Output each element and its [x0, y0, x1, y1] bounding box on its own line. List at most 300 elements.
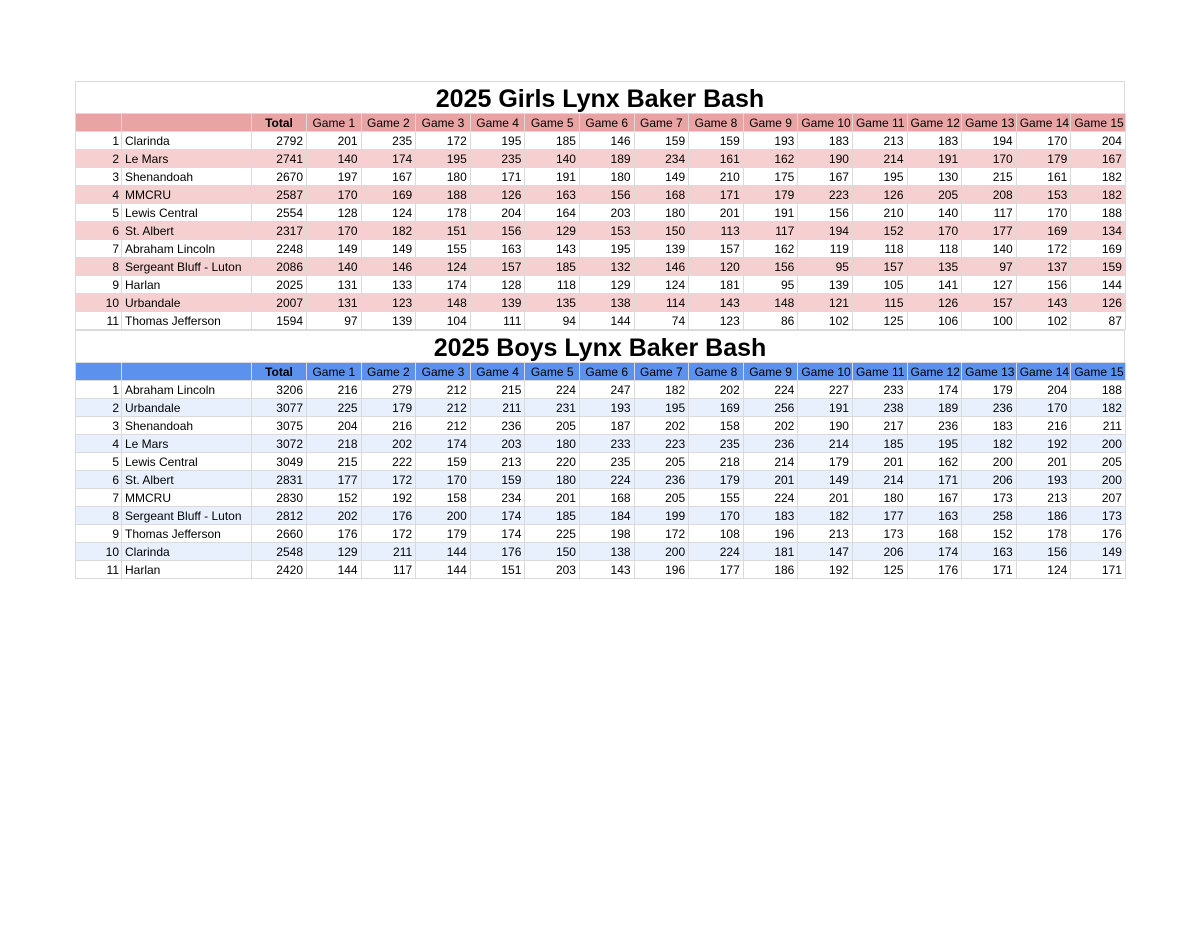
game-score-cell: 129 — [579, 276, 634, 294]
game-score-cell: 201 — [852, 453, 907, 471]
game-score-cell: 170 — [689, 507, 744, 525]
team-name-cell: Sergeant Bluff - Luton — [122, 258, 252, 276]
game-score-cell: 185 — [852, 435, 907, 453]
game-score-cell: 200 — [634, 543, 689, 561]
column-header: Game 5 — [525, 363, 580, 381]
game-score-cell: 137 — [1016, 258, 1071, 276]
column-header — [76, 363, 122, 381]
column-header: Game 6 — [579, 363, 634, 381]
column-header: Game 14 — [1016, 114, 1071, 132]
game-score-cell: 171 — [470, 168, 525, 186]
team-name-cell: Urbandale — [122, 399, 252, 417]
game-score-cell: 143 — [689, 294, 744, 312]
game-score-cell: 115 — [852, 294, 907, 312]
game-score-cell: 179 — [361, 399, 416, 417]
column-header: Game 2 — [361, 363, 416, 381]
game-score-cell: 163 — [470, 240, 525, 258]
game-score-cell: 224 — [579, 471, 634, 489]
game-score-cell: 171 — [962, 561, 1017, 579]
game-score-cell: 155 — [416, 240, 471, 258]
game-score-cell: 177 — [689, 561, 744, 579]
game-score-cell: 126 — [470, 186, 525, 204]
game-score-cell: 188 — [1071, 204, 1126, 222]
game-score-cell: 188 — [416, 186, 471, 204]
table-row — [76, 471, 1126, 489]
team-name-cell: Thomas Jefferson — [122, 312, 252, 330]
game-score-cell: 164 — [525, 204, 580, 222]
game-score-cell: 218 — [689, 453, 744, 471]
game-score-cell: 128 — [470, 276, 525, 294]
game-score-cell: 153 — [1016, 186, 1071, 204]
game-score-cell: 180 — [579, 168, 634, 186]
game-score-cell: 212 — [416, 417, 471, 435]
game-score-cell: 235 — [361, 132, 416, 150]
game-score-cell: 123 — [689, 312, 744, 330]
rank-cell: 6 — [76, 222, 122, 240]
game-score-cell: 163 — [907, 507, 962, 525]
game-score-cell: 213 — [1016, 489, 1071, 507]
rank-cell: 1 — [76, 381, 122, 399]
game-score-cell: 189 — [579, 150, 634, 168]
game-score-cell: 223 — [798, 186, 853, 204]
game-score-cell: 235 — [470, 150, 525, 168]
game-score-cell: 200 — [1071, 435, 1126, 453]
game-score-cell: 129 — [525, 222, 580, 240]
game-score-cell: 106 — [907, 312, 962, 330]
game-score-cell: 179 — [743, 186, 798, 204]
team-name-cell: St. Albert — [122, 471, 252, 489]
game-score-cell: 224 — [525, 381, 580, 399]
game-score-cell: 190 — [798, 150, 853, 168]
game-score-cell: 211 — [361, 543, 416, 561]
game-score-cell: 159 — [1071, 258, 1126, 276]
game-score-cell: 204 — [1071, 132, 1126, 150]
game-score-cell: 183 — [907, 132, 962, 150]
game-score-cell: 176 — [1071, 525, 1126, 543]
game-score-cell: 195 — [579, 240, 634, 258]
total-cell: 2025 — [252, 276, 307, 294]
game-score-cell: 179 — [1016, 150, 1071, 168]
game-score-cell: 146 — [579, 132, 634, 150]
game-score-cell: 223 — [634, 435, 689, 453]
game-score-cell: 187 — [579, 417, 634, 435]
game-score-cell: 117 — [361, 561, 416, 579]
column-header: Game 9 — [743, 363, 798, 381]
game-score-cell: 133 — [361, 276, 416, 294]
total-cell: 1594 — [252, 312, 307, 330]
game-score-cell: 233 — [579, 435, 634, 453]
game-score-cell: 140 — [962, 240, 1017, 258]
team-name-cell: St. Albert — [122, 222, 252, 240]
game-score-cell: 171 — [907, 471, 962, 489]
rank-cell: 4 — [76, 186, 122, 204]
column-header: Game 13 — [962, 114, 1017, 132]
game-score-cell: 167 — [361, 168, 416, 186]
table-row — [76, 168, 1126, 186]
game-score-cell: 86 — [743, 312, 798, 330]
game-score-cell: 186 — [743, 561, 798, 579]
boys-standings-table — [75, 362, 1126, 579]
rank-cell: 11 — [76, 561, 122, 579]
rank-cell: 10 — [76, 543, 122, 561]
game-score-cell: 188 — [1071, 381, 1126, 399]
game-score-cell: 197 — [307, 168, 362, 186]
rank-cell: 6 — [76, 471, 122, 489]
game-score-cell: 118 — [525, 276, 580, 294]
game-score-cell: 180 — [852, 489, 907, 507]
game-score-cell: 234 — [470, 489, 525, 507]
column-header: Game 12 — [907, 114, 962, 132]
game-score-cell: 213 — [798, 525, 853, 543]
game-score-cell: 214 — [852, 471, 907, 489]
game-score-cell: 94 — [525, 312, 580, 330]
game-score-cell: 97 — [307, 312, 362, 330]
game-score-cell: 149 — [1071, 543, 1126, 561]
table-row — [76, 417, 1126, 435]
game-score-cell: 176 — [361, 507, 416, 525]
game-score-cell: 140 — [307, 258, 362, 276]
game-score-cell: 201 — [525, 489, 580, 507]
game-score-cell: 201 — [307, 132, 362, 150]
game-score-cell: 170 — [1016, 132, 1071, 150]
total-cell: 2830 — [252, 489, 307, 507]
game-score-cell: 182 — [1071, 186, 1126, 204]
game-score-cell: 202 — [307, 507, 362, 525]
team-name-cell: Abraham Lincoln — [122, 381, 252, 399]
game-score-cell: 179 — [962, 381, 1017, 399]
game-score-cell: 170 — [1016, 204, 1071, 222]
game-score-cell: 238 — [852, 399, 907, 417]
game-score-cell: 159 — [689, 132, 744, 150]
column-header: Game 7 — [634, 114, 689, 132]
game-score-cell: 131 — [307, 294, 362, 312]
total-cell: 2587 — [252, 186, 307, 204]
table-row — [76, 240, 1126, 258]
game-score-cell: 114 — [634, 294, 689, 312]
game-score-cell: 143 — [525, 240, 580, 258]
total-cell: 2831 — [252, 471, 307, 489]
total-cell: 2317 — [252, 222, 307, 240]
game-score-cell: 182 — [962, 435, 1017, 453]
game-score-cell: 201 — [689, 204, 744, 222]
game-score-cell: 174 — [907, 381, 962, 399]
game-score-cell: 218 — [307, 435, 362, 453]
game-score-cell: 199 — [634, 507, 689, 525]
team-name-cell: Lewis Central — [122, 453, 252, 471]
game-score-cell: 173 — [962, 489, 1017, 507]
rank-cell: 8 — [76, 258, 122, 276]
game-score-cell: 202 — [361, 435, 416, 453]
game-score-cell: 224 — [743, 489, 798, 507]
game-score-cell: 204 — [470, 204, 525, 222]
game-score-cell: 203 — [470, 435, 525, 453]
game-score-cell: 200 — [1071, 471, 1126, 489]
game-score-cell: 205 — [525, 417, 580, 435]
game-score-cell: 195 — [634, 399, 689, 417]
game-score-cell: 102 — [1016, 312, 1071, 330]
game-score-cell: 193 — [743, 132, 798, 150]
game-score-cell: 217 — [852, 417, 907, 435]
game-score-cell: 176 — [307, 525, 362, 543]
game-score-cell: 208 — [962, 186, 1017, 204]
game-score-cell: 144 — [416, 561, 471, 579]
table-row — [76, 453, 1126, 471]
team-name-cell: MMCRU — [122, 186, 252, 204]
game-score-cell: 178 — [1016, 525, 1071, 543]
game-score-cell: 177 — [307, 471, 362, 489]
game-score-cell: 216 — [361, 417, 416, 435]
column-header: Game 9 — [743, 114, 798, 132]
game-score-cell: 100 — [962, 312, 1017, 330]
game-score-cell: 182 — [361, 222, 416, 240]
game-score-cell: 211 — [470, 399, 525, 417]
game-score-cell: 118 — [907, 240, 962, 258]
game-score-cell: 74 — [634, 312, 689, 330]
game-score-cell: 224 — [743, 381, 798, 399]
team-name-cell: Harlan — [122, 561, 252, 579]
column-header: Game 1 — [307, 114, 362, 132]
game-score-cell: 172 — [416, 132, 471, 150]
table-row — [76, 312, 1126, 330]
game-score-cell: 210 — [689, 168, 744, 186]
game-score-cell: 172 — [634, 525, 689, 543]
rank-cell: 4 — [76, 435, 122, 453]
total-cell: 2248 — [252, 240, 307, 258]
game-score-cell: 185 — [525, 507, 580, 525]
game-score-cell: 175 — [743, 168, 798, 186]
game-score-cell: 236 — [907, 417, 962, 435]
game-score-cell: 174 — [907, 543, 962, 561]
game-score-cell: 156 — [1016, 543, 1071, 561]
game-score-cell: 236 — [962, 399, 1017, 417]
team-name-cell: Shenandoah — [122, 417, 252, 435]
team-name-cell: Le Mars — [122, 435, 252, 453]
game-score-cell: 170 — [307, 186, 362, 204]
game-score-cell: 214 — [798, 435, 853, 453]
column-header: Game 15 — [1071, 363, 1126, 381]
game-score-cell: 200 — [962, 453, 1017, 471]
game-score-cell: 186 — [1016, 507, 1071, 525]
game-score-cell: 196 — [743, 525, 798, 543]
game-score-cell: 191 — [525, 168, 580, 186]
total-cell: 3206 — [252, 381, 307, 399]
game-score-cell: 180 — [634, 204, 689, 222]
game-score-cell: 157 — [852, 258, 907, 276]
game-score-cell: 170 — [416, 471, 471, 489]
table-row — [76, 525, 1126, 543]
game-score-cell: 279 — [361, 381, 416, 399]
game-score-cell: 149 — [307, 240, 362, 258]
game-score-cell: 190 — [798, 417, 853, 435]
game-score-cell: 111 — [470, 312, 525, 330]
game-score-cell: 132 — [579, 258, 634, 276]
game-score-cell: 134 — [1071, 222, 1126, 240]
game-score-cell: 161 — [1016, 168, 1071, 186]
rank-cell: 5 — [76, 453, 122, 471]
game-score-cell: 143 — [579, 561, 634, 579]
game-score-cell: 220 — [525, 453, 580, 471]
column-header — [122, 363, 252, 381]
game-score-cell: 205 — [907, 186, 962, 204]
game-score-cell: 174 — [416, 276, 471, 294]
game-score-cell: 163 — [962, 543, 1017, 561]
rank-cell: 11 — [76, 312, 122, 330]
game-score-cell: 143 — [1016, 294, 1071, 312]
game-score-cell: 105 — [852, 276, 907, 294]
game-score-cell: 156 — [743, 258, 798, 276]
total-cell: 2660 — [252, 525, 307, 543]
game-score-cell: 169 — [1071, 240, 1126, 258]
game-score-cell: 182 — [1071, 399, 1126, 417]
column-header: Game 10 — [798, 114, 853, 132]
game-score-cell: 138 — [579, 294, 634, 312]
game-score-cell: 203 — [525, 561, 580, 579]
game-score-cell: 108 — [689, 525, 744, 543]
table-row — [76, 222, 1126, 240]
game-score-cell: 161 — [689, 150, 744, 168]
game-score-cell: 174 — [470, 525, 525, 543]
game-score-cell: 200 — [416, 507, 471, 525]
game-score-cell: 182 — [798, 507, 853, 525]
girls-table-body — [76, 132, 1126, 330]
total-cell: 2812 — [252, 507, 307, 525]
game-score-cell: 135 — [907, 258, 962, 276]
total-cell: 3072 — [252, 435, 307, 453]
game-score-cell: 130 — [907, 168, 962, 186]
game-score-cell: 233 — [852, 381, 907, 399]
rank-cell: 5 — [76, 204, 122, 222]
game-score-cell: 128 — [307, 204, 362, 222]
column-header: Game 11 — [852, 363, 907, 381]
table-row — [76, 258, 1126, 276]
game-score-cell: 185 — [525, 258, 580, 276]
game-score-cell: 222 — [361, 453, 416, 471]
game-score-cell: 212 — [416, 399, 471, 417]
rank-cell: 3 — [76, 168, 122, 186]
game-score-cell: 201 — [798, 489, 853, 507]
game-score-cell: 144 — [307, 561, 362, 579]
rank-cell: 1 — [76, 132, 122, 150]
total-cell: 2007 — [252, 294, 307, 312]
game-score-cell: 170 — [962, 150, 1017, 168]
game-score-cell: 176 — [907, 561, 962, 579]
game-score-cell: 177 — [852, 507, 907, 525]
column-header: Game 1 — [307, 363, 362, 381]
game-score-cell: 124 — [416, 258, 471, 276]
rank-cell: 7 — [76, 489, 122, 507]
game-score-cell: 152 — [962, 525, 1017, 543]
standings-sheet — [75, 81, 1125, 579]
game-score-cell: 140 — [907, 204, 962, 222]
game-score-cell: 224 — [689, 543, 744, 561]
game-score-cell: 119 — [798, 240, 853, 258]
game-score-cell: 212 — [416, 381, 471, 399]
game-score-cell: 176 — [470, 543, 525, 561]
game-score-cell: 215 — [307, 453, 362, 471]
game-score-cell: 97 — [962, 258, 1017, 276]
game-score-cell: 178 — [416, 204, 471, 222]
game-score-cell: 95 — [743, 276, 798, 294]
game-score-cell: 179 — [416, 525, 471, 543]
game-score-cell: 124 — [1016, 561, 1071, 579]
column-header: Game 15 — [1071, 114, 1126, 132]
game-score-cell: 156 — [1016, 276, 1071, 294]
game-score-cell: 153 — [579, 222, 634, 240]
game-score-cell: 191 — [798, 399, 853, 417]
game-score-cell: 236 — [634, 471, 689, 489]
team-name-cell: Harlan — [122, 276, 252, 294]
game-score-cell: 169 — [361, 186, 416, 204]
game-score-cell: 171 — [1071, 561, 1126, 579]
game-score-cell: 125 — [852, 312, 907, 330]
column-header: Game 4 — [470, 363, 525, 381]
game-score-cell: 216 — [307, 381, 362, 399]
game-score-cell: 174 — [470, 507, 525, 525]
game-score-cell: 126 — [852, 186, 907, 204]
girls-standings-table — [75, 113, 1126, 330]
game-score-cell: 231 — [525, 399, 580, 417]
game-score-cell: 180 — [525, 435, 580, 453]
game-score-cell: 192 — [798, 561, 853, 579]
game-score-cell: 214 — [743, 453, 798, 471]
column-header: Total — [252, 114, 307, 132]
game-score-cell: 225 — [307, 399, 362, 417]
game-score-cell: 159 — [470, 471, 525, 489]
game-score-cell: 144 — [1071, 276, 1126, 294]
game-score-cell: 138 — [579, 543, 634, 561]
game-score-cell: 156 — [470, 222, 525, 240]
table-row — [76, 489, 1126, 507]
game-score-cell: 126 — [1071, 294, 1126, 312]
game-score-cell: 135 — [525, 294, 580, 312]
game-score-cell: 139 — [634, 240, 689, 258]
rank-cell: 7 — [76, 240, 122, 258]
game-score-cell: 185 — [525, 132, 580, 150]
game-score-cell: 158 — [689, 417, 744, 435]
game-score-cell: 121 — [798, 294, 853, 312]
game-score-cell: 170 — [907, 222, 962, 240]
game-score-cell: 207 — [1071, 489, 1126, 507]
game-score-cell: 158 — [416, 489, 471, 507]
game-score-cell: 163 — [525, 186, 580, 204]
game-score-cell: 125 — [852, 561, 907, 579]
game-score-cell: 151 — [470, 561, 525, 579]
game-score-cell: 167 — [798, 168, 853, 186]
game-score-cell: 193 — [579, 399, 634, 417]
game-score-cell: 206 — [852, 543, 907, 561]
game-score-cell: 204 — [307, 417, 362, 435]
game-score-cell: 236 — [743, 435, 798, 453]
team-name-cell: Le Mars — [122, 150, 252, 168]
rank-cell: 2 — [76, 399, 122, 417]
game-score-cell: 149 — [634, 168, 689, 186]
game-score-cell: 149 — [361, 240, 416, 258]
game-score-cell: 198 — [579, 525, 634, 543]
game-score-cell: 124 — [361, 204, 416, 222]
game-score-cell: 151 — [416, 222, 471, 240]
game-score-cell: 124 — [634, 276, 689, 294]
column-header: Game 8 — [689, 114, 744, 132]
game-score-cell: 256 — [743, 399, 798, 417]
game-score-cell: 146 — [361, 258, 416, 276]
game-score-cell: 181 — [689, 276, 744, 294]
game-score-cell: 169 — [689, 399, 744, 417]
game-score-cell: 201 — [743, 471, 798, 489]
game-score-cell: 191 — [907, 150, 962, 168]
table-row — [76, 561, 1126, 579]
column-header: Game 2 — [361, 114, 416, 132]
column-header: Game 13 — [962, 363, 1017, 381]
